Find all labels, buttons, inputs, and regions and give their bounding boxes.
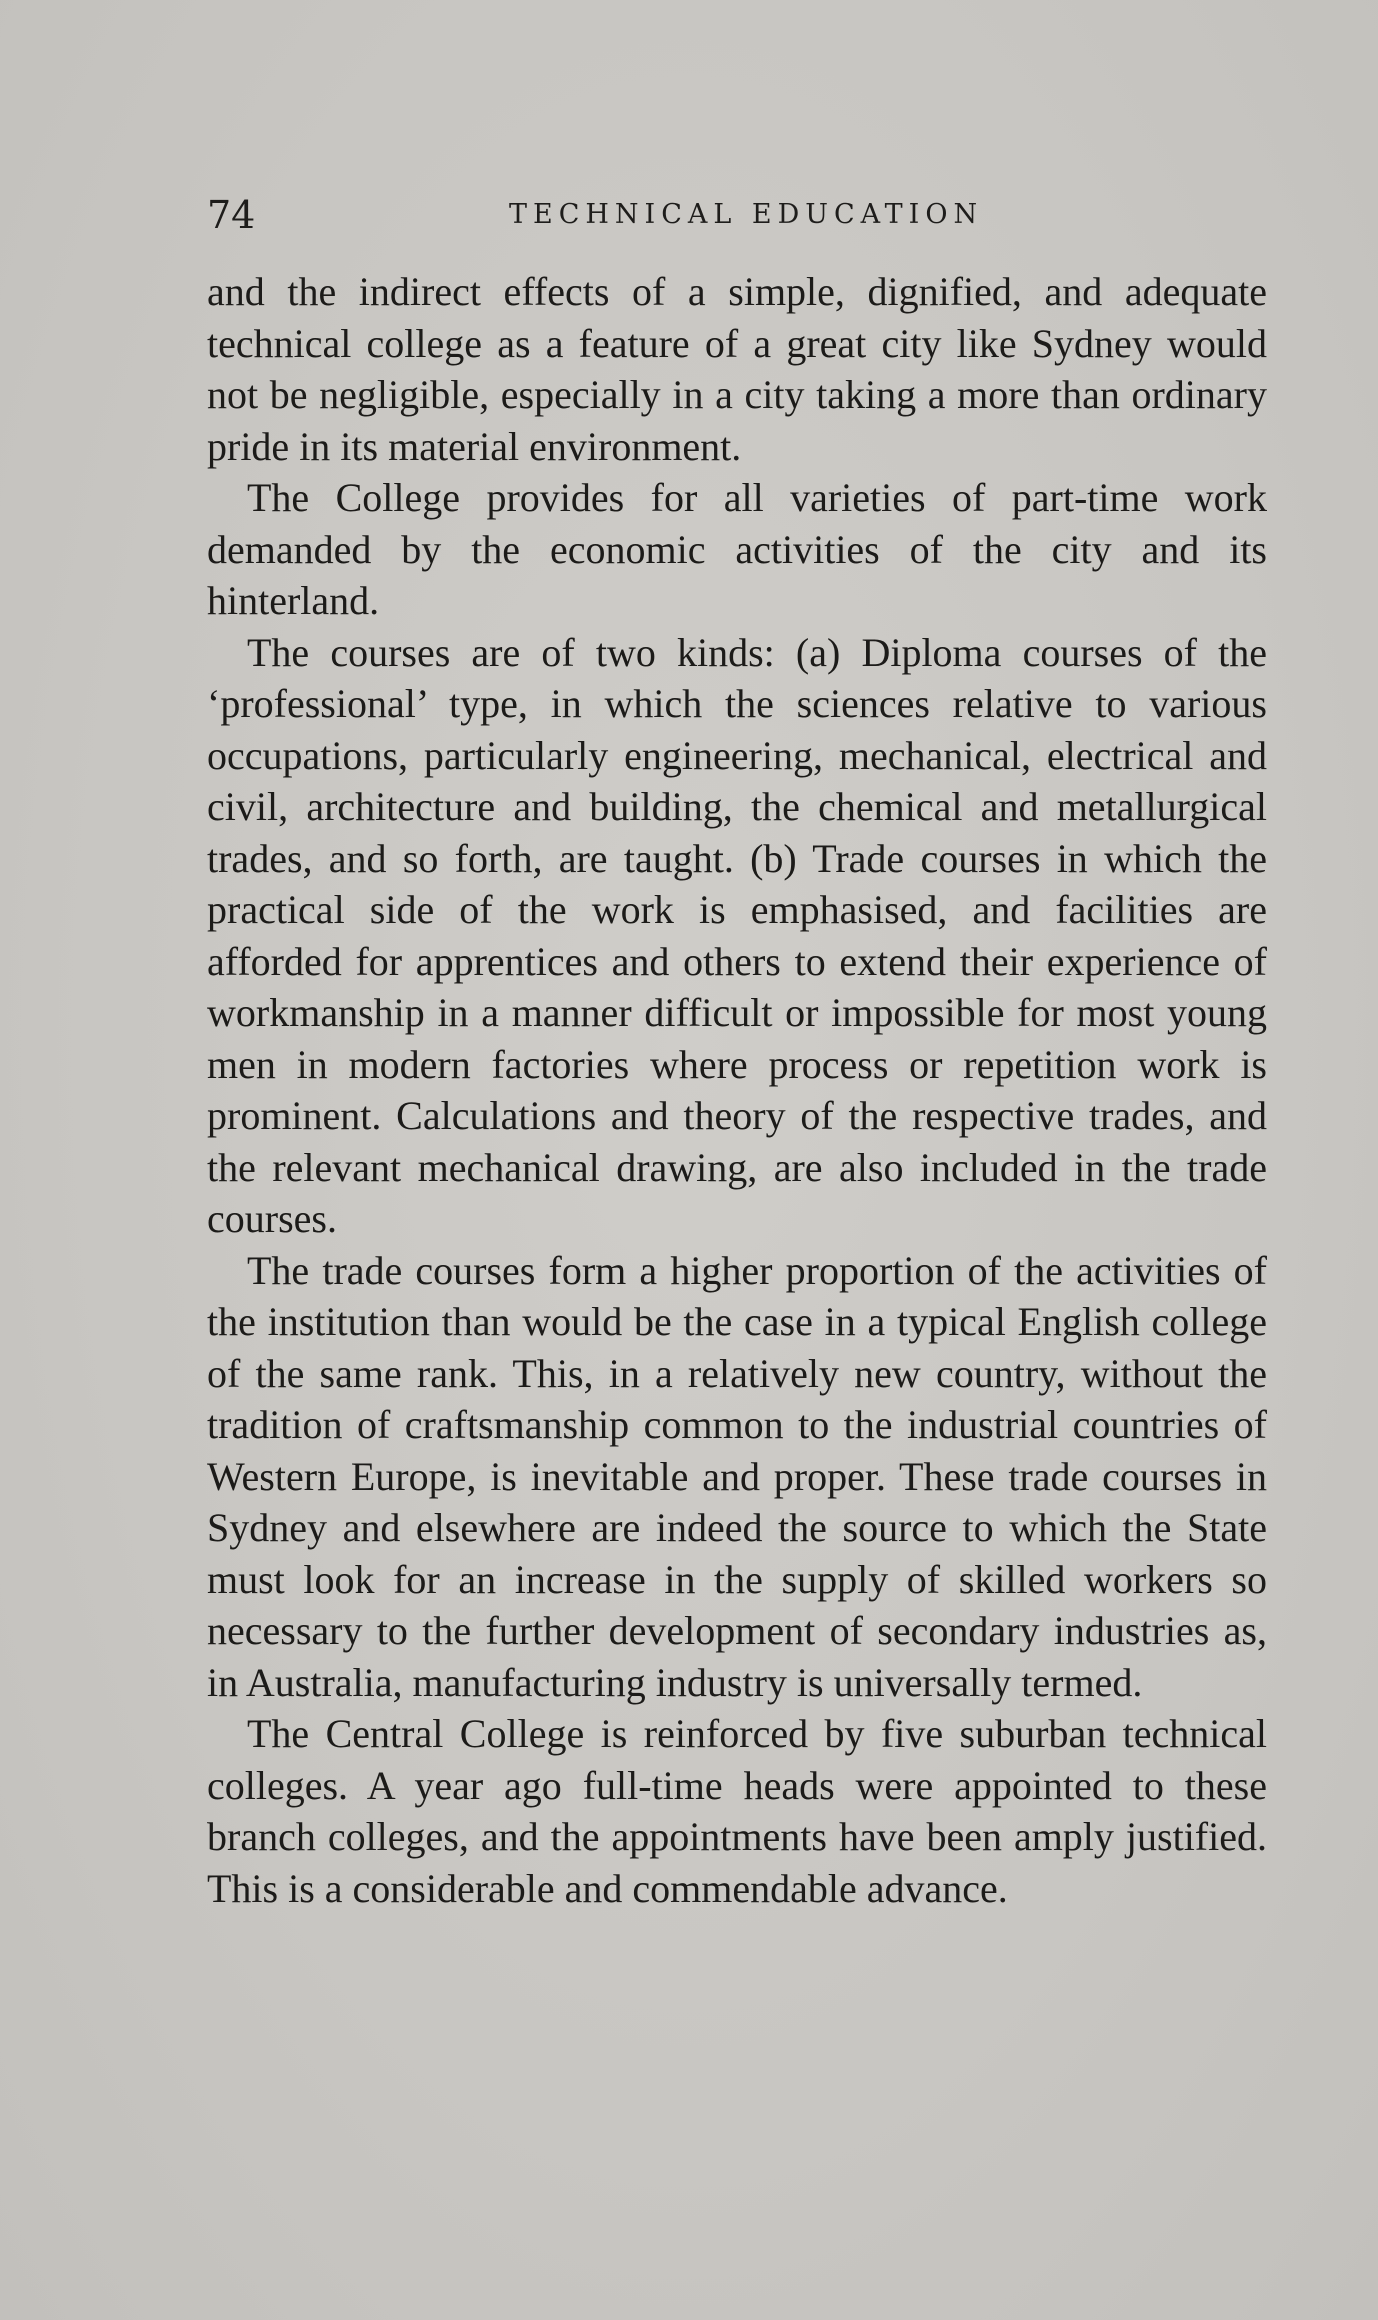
paragraph-3: The courses are of two kinds: (a) Diploma courses of the ‘professional’ type, in which the sciences relative to various occupations, particularly engineering, mechanical, electrical and civil, architecture and building, the chemical and metallurgical trades, and so forth, are taught. (b) Trade courses in which the practical side of the work is emphasised, and facilities are afforded for apprentices and others to extend their experience of workmanship in a manner difficult or impossible for most young men in modern factories where process or repetition work is prominent. Calculations and theory of the respective trades, and the relevant mechanical drawing, are also included in the trade courses. [207, 629, 1267, 1241]
running-title: TECHNICAL EDUCATION [509, 199, 984, 230]
body-text [207, 266, 1267, 1914]
paragraph-4: The trade courses form a higher proportion of the activities of the institution than would be the case in a typical English college of the same rank. This, in a relatively new country, without the tradition of craftsmanship common to the industrial countries of Western Europe, is inevitable and proper. These trade courses in Sydney and elsewhere are indeed the source to which the State must look for an increase in the supply of skilled workers so necessary to the further development of secondary industries as, in Australia, manufacturing industry is universally termed. [207, 1247, 1267, 1705]
page-number: 74 [207, 193, 256, 237]
paragraph-1: and the indirect effects of a simple, dignified, and adequate technical college as a feature of a great city like Sydney would not be negligible, especially in a city taking a more than ordinary pride in its material environment. [207, 269, 1267, 469]
page-header [207, 190, 1267, 240]
paragraph-2: The College provides for all varieties of part-time work demanded by the economic activities of the city and its hinterland. [207, 475, 1267, 623]
paragraph-5: The Central College is reinforced by five suburban technical colleges. A year ago full-time heads were appointed to these branch colleges, and the appointments have been amply justified. This is a considerable and commendable advance. [207, 1711, 1267, 1911]
